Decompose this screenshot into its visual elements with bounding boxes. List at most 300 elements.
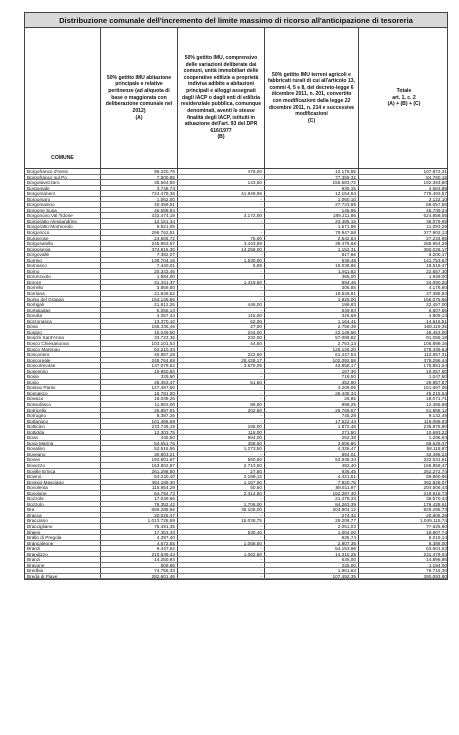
cell-b: - <box>178 269 265 274</box>
cell-b: - <box>178 563 265 568</box>
cell-totale: 4.683,89 <box>428 185 447 191</box>
cell-b: - <box>178 219 265 224</box>
cell-a: 165.335,46 <box>101 324 178 329</box>
cell-c: 365,00 <box>265 274 359 279</box>
cell-a: 248.764,69 <box>101 358 178 363</box>
cell-totale: 22.457,00 <box>426 302 447 307</box>
cell-a: 261.298,50 <box>101 469 178 474</box>
cell-totale: 119.089,93 <box>423 418 447 424</box>
cell-comune: Bormio <box>25 258 101 263</box>
cell-b: 1.706,00 <box>178 502 265 507</box>
cell-totale: 390.028,17 <box>423 246 447 252</box>
cell-a: 11.953,00 <box>101 402 178 407</box>
cell-b: 232,00 <box>178 335 265 340</box>
cell-a: 17.353,33 <box>101 530 178 535</box>
cell-comune: Bracca <box>25 513 101 518</box>
cell-comune: Branzi <box>25 557 101 562</box>
cell-comune: Borgovalle <box>25 252 101 257</box>
cell-comune: Brandizzo <box>25 552 101 557</box>
cell-a: 40.399,91 <box>101 202 178 207</box>
cell-totale: 9.132,49 <box>428 413 447 418</box>
cell-b: - <box>178 202 265 207</box>
cell-b: 27,50 <box>178 324 265 329</box>
cell-c: 636,00 <box>265 557 359 562</box>
cell-comune: Botticino <box>25 424 101 429</box>
cell-totale: 18.071,71 <box>426 396 447 401</box>
cell-c: 125.125,20 <box>265 347 359 352</box>
cell-c: 817,66 <box>265 252 359 257</box>
cell-c: 88.511,97 <box>265 485 359 490</box>
cell-totale: 36.079,99 <box>426 218 447 224</box>
cell-c: 12.176,55 <box>265 169 359 174</box>
cell-c: 26.769,67 <box>265 408 359 413</box>
cell-totale: 379.296,44 <box>423 357 447 363</box>
cell-a: 7.440,01 <box>101 263 178 268</box>
cell-comune: Borgomaro <box>25 197 101 202</box>
cell-b: 86,50 <box>178 402 265 407</box>
cell-a: 101.466,69 <box>101 419 178 424</box>
cell-totale: 929.296,73 <box>423 507 447 512</box>
cell-a: 7.500,85 <box>101 175 178 180</box>
cell-c: 146,96 <box>265 208 359 213</box>
cell-c: 539,49 <box>265 258 359 263</box>
cell-totale: 58.118,87 <box>426 446 447 451</box>
cell-b: 41.949,56 <box>178 191 265 196</box>
cell-comune: Bottidda <box>25 430 101 435</box>
cell-totale: 5.015,14 <box>428 535 447 540</box>
cell-a: 282.601,46 <box>101 574 178 579</box>
cell-c: 894,46 <box>265 280 359 285</box>
cell-totale: 19.057,80 <box>426 368 447 374</box>
cell-a: 31.341,37 <box>101 280 178 285</box>
cell-a: 103.101,53 <box>101 341 178 346</box>
cell-c: 12.164,64 <box>265 191 359 196</box>
cell-comune: Boscotrecase <box>25 363 101 368</box>
cell-comune: Borso del Grappa <box>25 297 101 302</box>
cell-comune: Bova Marina <box>25 441 101 446</box>
cell-a: 147.487,50 <box>101 385 178 390</box>
cell-comune: Bredbia <box>25 568 101 573</box>
cell-comune: Borutta <box>25 313 101 318</box>
cell-a: 9.521,05 <box>101 224 178 229</box>
header-totale: Totale art. 1, c. 2 (A) + (B) + (C) <box>387 88 421 108</box>
cell-c: 894,01 <box>265 452 359 457</box>
cell-a: 76.352,42 <box>101 502 178 507</box>
cell-c: 152.287,40 <box>265 491 359 496</box>
cell-a: 193.801,97 <box>101 457 178 462</box>
cell-comune: Bosisio Parini <box>25 385 101 390</box>
cell-c: 2.753,13 <box>265 341 359 346</box>
cell-c: 107,30 <box>265 369 359 374</box>
cell-c: 53.938,34 <box>265 457 359 462</box>
cell-totale: 1.949,00 <box>428 274 447 279</box>
cell-a: 12.151,34 <box>101 219 178 224</box>
cell-totale: 107.872,31 <box>423 169 447 174</box>
cell-totale: 278.435,54 <box>423 346 447 352</box>
cell-b: 15.038,75 <box>178 518 265 523</box>
cell-a: 137.079,52 <box>101 363 178 368</box>
cell-c: 7.920,76 <box>265 480 359 485</box>
cell-comune: Brallo di Pregola <box>25 535 101 540</box>
cell-b: - <box>178 419 265 424</box>
cell-totale: 18.807,74 <box>426 529 447 535</box>
cell-comune: Bortigiadas <box>25 308 101 313</box>
cell-c: 935,15 <box>265 186 359 191</box>
cell-comune: Borore <box>25 280 101 285</box>
cell-totale: 2.122,10 <box>428 196 447 202</box>
cell-comune: Bosco Chiesanuova <box>25 341 101 346</box>
cell-totale: 4.809,13 <box>428 313 447 318</box>
cell-totale: 151.697,06 <box>423 385 447 390</box>
cell-b: 446,00 <box>178 302 265 307</box>
cell-comune: Brancaleone <box>25 541 101 546</box>
cell-b: 186,00 <box>178 424 265 429</box>
cell-a: 64.794,73 <box>101 491 178 496</box>
cell-comune: Bracciano <box>25 518 101 523</box>
cell-c: 1.872,45 <box>265 424 359 429</box>
cell-a: 296.762,51 <box>101 230 178 235</box>
cell-a: 364.189,30 <box>101 480 178 485</box>
cell-a: 13.370,10 <box>101 319 178 324</box>
cell-comune: Braies <box>25 530 101 535</box>
cell-totale: 84.760,15 <box>426 174 447 180</box>
cell-a: 26.987,91 <box>101 408 178 413</box>
cell-totale: 38.570,43 <box>426 496 447 501</box>
cell-totale: 27.234,95 <box>426 235 447 241</box>
cell-comune: Bovegno <box>25 452 101 457</box>
cell-a: 95.220,76 <box>101 169 178 174</box>
cell-totale: 235.876,80 <box>423 424 447 429</box>
cell-c: 21.476,33 <box>265 496 359 501</box>
cell-comune: Boschi Sant'Anna <box>25 335 101 340</box>
cell-a: 46.589,84 <box>101 208 178 213</box>
cell-comune: Branzi <box>25 546 101 551</box>
cell-c: 199,83 <box>265 302 359 307</box>
cell-totale: 1.047,60 <box>428 374 447 379</box>
cell-totale: 8.200,17 <box>428 252 447 257</box>
cell-totale: 377.902,13 <box>423 230 447 235</box>
cell-c: 936,45 <box>265 469 359 474</box>
cell-b: 14.258,00 <box>178 247 265 252</box>
cell-b: 1.530,00 <box>178 258 265 263</box>
cell-totale: 8.388,00 <box>428 540 447 546</box>
cell-comune: Bosaro <box>25 330 101 335</box>
cell-b: 115,00 <box>178 313 265 318</box>
cell-b: - <box>178 396 265 401</box>
cell-b: - <box>178 308 265 313</box>
cell-comune: Bornasco <box>25 263 101 268</box>
cell-totale: 14.896,86 <box>426 557 447 562</box>
cell-totale: 156.075,66 <box>423 296 447 302</box>
cell-a: 163.802,87 <box>101 463 178 468</box>
cell-totale: 58.628,37 <box>426 440 447 446</box>
cell-a: 4.397,40 <box>101 535 178 540</box>
cell-comune: Borriana <box>25 291 101 296</box>
cell-b: - <box>178 230 265 235</box>
cell-totale: 51.958,12 <box>426 407 447 413</box>
cell-comune: Bovezzo <box>25 463 101 468</box>
cell-b: - <box>178 252 265 257</box>
cell-totale: 29.957,87 <box>426 379 447 385</box>
cell-totale: 68.057,60 <box>426 202 447 207</box>
header-comune: COMUNE <box>25 28 101 168</box>
cell-c: 2.051,03 <box>265 524 359 529</box>
cell-comune: Bovino <box>25 474 101 479</box>
cell-b: - <box>178 291 265 296</box>
cell-comune: Borgolavezzaro <box>25 180 101 185</box>
cell-b: 222,50 <box>178 352 265 357</box>
cell-c: 326,69 <box>265 313 359 318</box>
cell-b: - <box>178 208 265 213</box>
cell-b: 3.443,59 <box>178 241 265 246</box>
cell-a: 374.816,30 <box>101 247 178 252</box>
header-col-c: 50% gettito IMU terreni agricoli e fabbricati rurali di cui all'articolo 13, commi 4, 5 e 8, del decreto-legge 6 dicembre 2011, n. 201, convertito con modificazioni dalla legge 22 dicembre 2011, n. 214 e successive modificazioni (C) <box>265 28 359 168</box>
cell-a: 7.382,07 <box>101 252 178 257</box>
cell-b: 44,50 <box>178 341 265 346</box>
cell-comune: Bortigali <box>25 302 101 307</box>
cell-totale: 390.093,80 <box>423 573 447 579</box>
cell-b: - <box>178 347 265 352</box>
cell-comune: Bova <box>25 435 101 440</box>
cell-c: 1.911,82 <box>265 269 359 274</box>
cell-c: 925,74 <box>265 535 359 540</box>
cell-comune: Boves <box>25 457 101 462</box>
cell-comune: Bravone <box>25 563 101 568</box>
cell-totale: 231.479,04 <box>423 551 447 557</box>
cell-comune: Bovisio-Masciago <box>25 480 101 485</box>
cell-c: 77.359,32 <box>265 175 359 180</box>
cell-b: 2.713,50 <box>178 463 265 468</box>
cell-c: 452,90 <box>265 380 359 385</box>
cell-b: 118,00 <box>178 430 265 435</box>
cell-b: 202,50 <box>178 408 265 413</box>
cell-totale: 222.031,61 <box>423 457 447 462</box>
cell-comune: Borgoratto Mormorolo <box>25 224 101 229</box>
cell-a: 35.564,50 <box>101 180 178 185</box>
cell-totale: 1.296,83 <box>428 435 447 440</box>
cell-c: 2.756,39 <box>265 324 359 329</box>
cell-c: 549,93 <box>265 308 359 313</box>
cell-comune: Borgofranco sul Po <box>25 175 101 180</box>
cell-comune: Bosentino <box>25 369 101 374</box>
cell-c: 306,85 <box>265 285 359 290</box>
cell-c: 1.164,41 <box>265 319 359 324</box>
cell-totale: 1.049.115,74 <box>419 518 447 523</box>
cell-c: 14.310,25 <box>265 552 359 557</box>
header-col-a: 50% gettito IMU abitazione principale e relative pertinenze (ad aliquota di base o maggiorata con deliberazione comunale nel 2012) (A) <box>101 28 178 168</box>
cell-comune: Bozzole <box>25 496 101 501</box>
cell-a: 245.953,57 <box>101 241 178 246</box>
cell-b: - <box>178 224 265 229</box>
cell-a: 909,96 <box>101 563 178 568</box>
cell-c: 1.926,00 <box>265 297 359 302</box>
cell-b: 3.679,05 <box>178 363 265 368</box>
cell-b: 1.058,50 <box>178 541 265 546</box>
cell-totale: 166.858,47 <box>423 462 447 468</box>
cell-a: 154.149,66 <box>101 297 178 302</box>
cell-a: 9.447,62 <box>101 546 178 551</box>
cell-totale: 176.428,61 <box>423 501 447 507</box>
cell-a: 29.453,47 <box>101 380 178 385</box>
cell-c: 274,32 <box>265 513 359 518</box>
cell-totale: 77.626,80 <box>426 524 447 529</box>
cell-a: 19.950,50 <box>101 369 178 374</box>
cell-comune: Bottanuco <box>25 419 101 424</box>
cell-totale: 4.176,60 <box>428 285 447 291</box>
cell-a: 21.812,26 <box>101 302 178 307</box>
cell-b: 2.199,12 <box>178 474 265 479</box>
table-row <box>25 574 447 580</box>
cell-totale: 624.858,05 <box>423 213 447 218</box>
cell-b: - <box>178 413 265 418</box>
cell-c: 29.208,77 <box>265 518 359 523</box>
cell-totale: 22.657,30 <box>426 268 447 274</box>
cell-a: 21.849,52 <box>101 291 178 296</box>
cell-comune: Bovalino <box>25 446 101 451</box>
cell-a: 445,50 <box>101 435 178 440</box>
cell-c: 225,00 <box>265 563 359 568</box>
cell-c: 1.961,63 <box>265 568 359 573</box>
cell-c: 1.152,31 <box>265 247 359 252</box>
cell-c: 4.326,47 <box>265 446 359 451</box>
cell-c: 2.807,35 <box>265 541 359 546</box>
cell-totale: 46.739,24 <box>426 207 447 213</box>
cell-comune: Boscoreale <box>25 358 101 363</box>
cell-b: 62,00 <box>178 319 265 324</box>
cell-b: 35.105,00 <box>178 507 265 512</box>
cell-c: 492,40 <box>265 463 359 468</box>
cell-b: 75,00 <box>178 236 265 241</box>
cell-c: 271,50 <box>265 430 359 435</box>
cell-comune: Borgosatollo <box>25 241 101 246</box>
cell-b: - <box>178 513 265 518</box>
cell-totale: 32.496,22 <box>426 451 447 457</box>
cell-totale: 10.693,22 <box>426 429 447 435</box>
cell-a: 54.651,76 <box>101 441 178 446</box>
cell-b: - <box>178 524 265 529</box>
cell-totale: 6.607,85 <box>428 307 447 313</box>
cell-a: 6.055,13 <box>101 308 178 313</box>
cell-b: 530,46 <box>178 530 265 535</box>
cell-c: 4.209,05 <box>265 385 359 390</box>
cell-totale: 45.215,64 <box>426 390 447 396</box>
cell-c: 39.475,68 <box>265 241 359 246</box>
cell-b: 28.439,17 <box>178 358 265 363</box>
cell-totale: 59.860,86 <box>426 474 447 479</box>
cell-a: 24.565,72 <box>101 236 178 241</box>
cell-totale: 18.516,47 <box>426 263 447 268</box>
cell-comune: Bosio <box>25 380 101 385</box>
cell-totale: 20.806,29 <box>426 512 447 518</box>
cell-a: 17.049,66 <box>101 496 178 501</box>
cell-b: 1.273,50 <box>178 446 265 451</box>
cell-b: - <box>178 369 265 374</box>
cell-b: - <box>178 297 265 302</box>
cell-b: - <box>178 391 265 396</box>
cell-a: 724.479,36 <box>101 191 178 196</box>
cell-c: 57.099,82 <box>265 335 359 340</box>
cell-a: 75.491,35 <box>101 524 178 529</box>
cell-a: 53.240,40 <box>101 474 178 479</box>
cell-b: - <box>178 385 265 390</box>
cell-c: 252,38 <box>265 435 359 440</box>
cell-c: 1.571,96 <box>265 224 359 229</box>
cell-comune: Borgoricco <box>25 230 101 235</box>
cell-comune: Borzonasca <box>25 319 101 324</box>
cell-a: 18.039,26 <box>101 396 178 401</box>
cell-comune: Borno <box>25 269 101 274</box>
cell-comune: Borgorose <box>25 236 101 241</box>
cell-totale: 76.716,30 <box>426 568 447 573</box>
cell-b: 475,00 <box>178 169 265 174</box>
cell-a: 115.954,29 <box>101 485 178 490</box>
cell-c: 27.733,69 <box>265 202 359 207</box>
cell-totale: 112.657,31 <box>423 352 447 357</box>
cell-b: 244,00 <box>178 330 265 335</box>
cell-totale: 105.899,16 <box>423 340 447 346</box>
cell-c: 22.149,50 <box>265 330 359 335</box>
cell-c: 15.648,91 <box>265 291 359 296</box>
cell-comune: Bossico <box>25 396 101 401</box>
cell-b: 3.172,00 <box>178 213 265 218</box>
cell-b: 550,50 <box>178 457 265 462</box>
cell-b: - <box>178 574 265 579</box>
cell-comune: Borgomanero <box>25 191 101 196</box>
cell-comune: Breda di Piave <box>25 574 101 579</box>
cell-c: 54.153,99 <box>265 546 359 551</box>
cell-a: 8.387,26 <box>101 413 178 418</box>
table-title: Distribuzione comunale dell'incremento del limite massimo di ricorso all'anticipazione di tesoreria <box>24 12 448 28</box>
cell-a: 3.869,50 <box>101 285 178 290</box>
cell-comune: Bosa <box>25 324 101 329</box>
cell-b: 2.314,50 <box>178 491 265 496</box>
cell-comune: Borgonovo Val Tidone <box>25 213 101 218</box>
cell-c: 156.683,72 <box>265 180 359 185</box>
cell-totale: 34.090,20 <box>426 279 447 285</box>
cell-totale: 12.455,88 <box>426 401 447 407</box>
cell-b: - <box>178 186 265 191</box>
cell-totale: 141.753,67 <box>423 257 447 263</box>
cell-totale: 1.194,00 <box>428 562 447 568</box>
cell-a: 1.013.726,59 <box>101 518 178 523</box>
cell-c: 102.092,58 <box>265 358 359 363</box>
table-body <box>24 169 448 580</box>
cell-comune: Bra <box>25 507 101 512</box>
cell-comune: Borgone Susa <box>25 208 101 213</box>
cell-totale: 91.055,18 <box>426 335 447 340</box>
cell-totale: 262.272,74 <box>423 468 447 474</box>
cell-totale: 178.851,64 <box>423 363 447 368</box>
cell-b: 1.419,50 <box>178 280 265 285</box>
cell-comune: Bosco Marengo <box>25 347 101 352</box>
cell-totale: 11.093,29 <box>426 224 447 230</box>
cell-a: 432.474,19 <box>101 213 178 218</box>
cell-b: - <box>178 197 265 202</box>
cell-comune: Bovolenta <box>25 485 101 490</box>
cell-comune: Botricello <box>25 408 101 413</box>
cell-b: - <box>178 568 265 573</box>
cell-a: 12.303,75 <box>101 430 178 435</box>
cell-b: - <box>178 374 265 379</box>
cell-b: - <box>178 546 265 551</box>
cell-a: 40.987,28 <box>101 352 178 357</box>
header-col-b: 50% gettito IMU, comprensivo delle variazioni deliberate dai comuni, unità immobiliari delle cooperative edilizie a proprietà indivisa adibite a abitazioni principali e alloggi assegnati dagli IACP o dagli enti di edilizia residenziale pubblica, comunque denominati, aventi le stesse finalità degli IACP, istituiti in attuazione dell'art. 93 del DPR 616/1977 (B) <box>178 28 265 168</box>
cell-b: - <box>178 496 265 501</box>
cell-comune: Bosia <box>25 374 101 379</box>
cell-a: 15.049,50 <box>101 330 178 335</box>
cell-comune: Borgomale <box>25 186 101 191</box>
cell-comune: Borrello <box>25 285 101 290</box>
